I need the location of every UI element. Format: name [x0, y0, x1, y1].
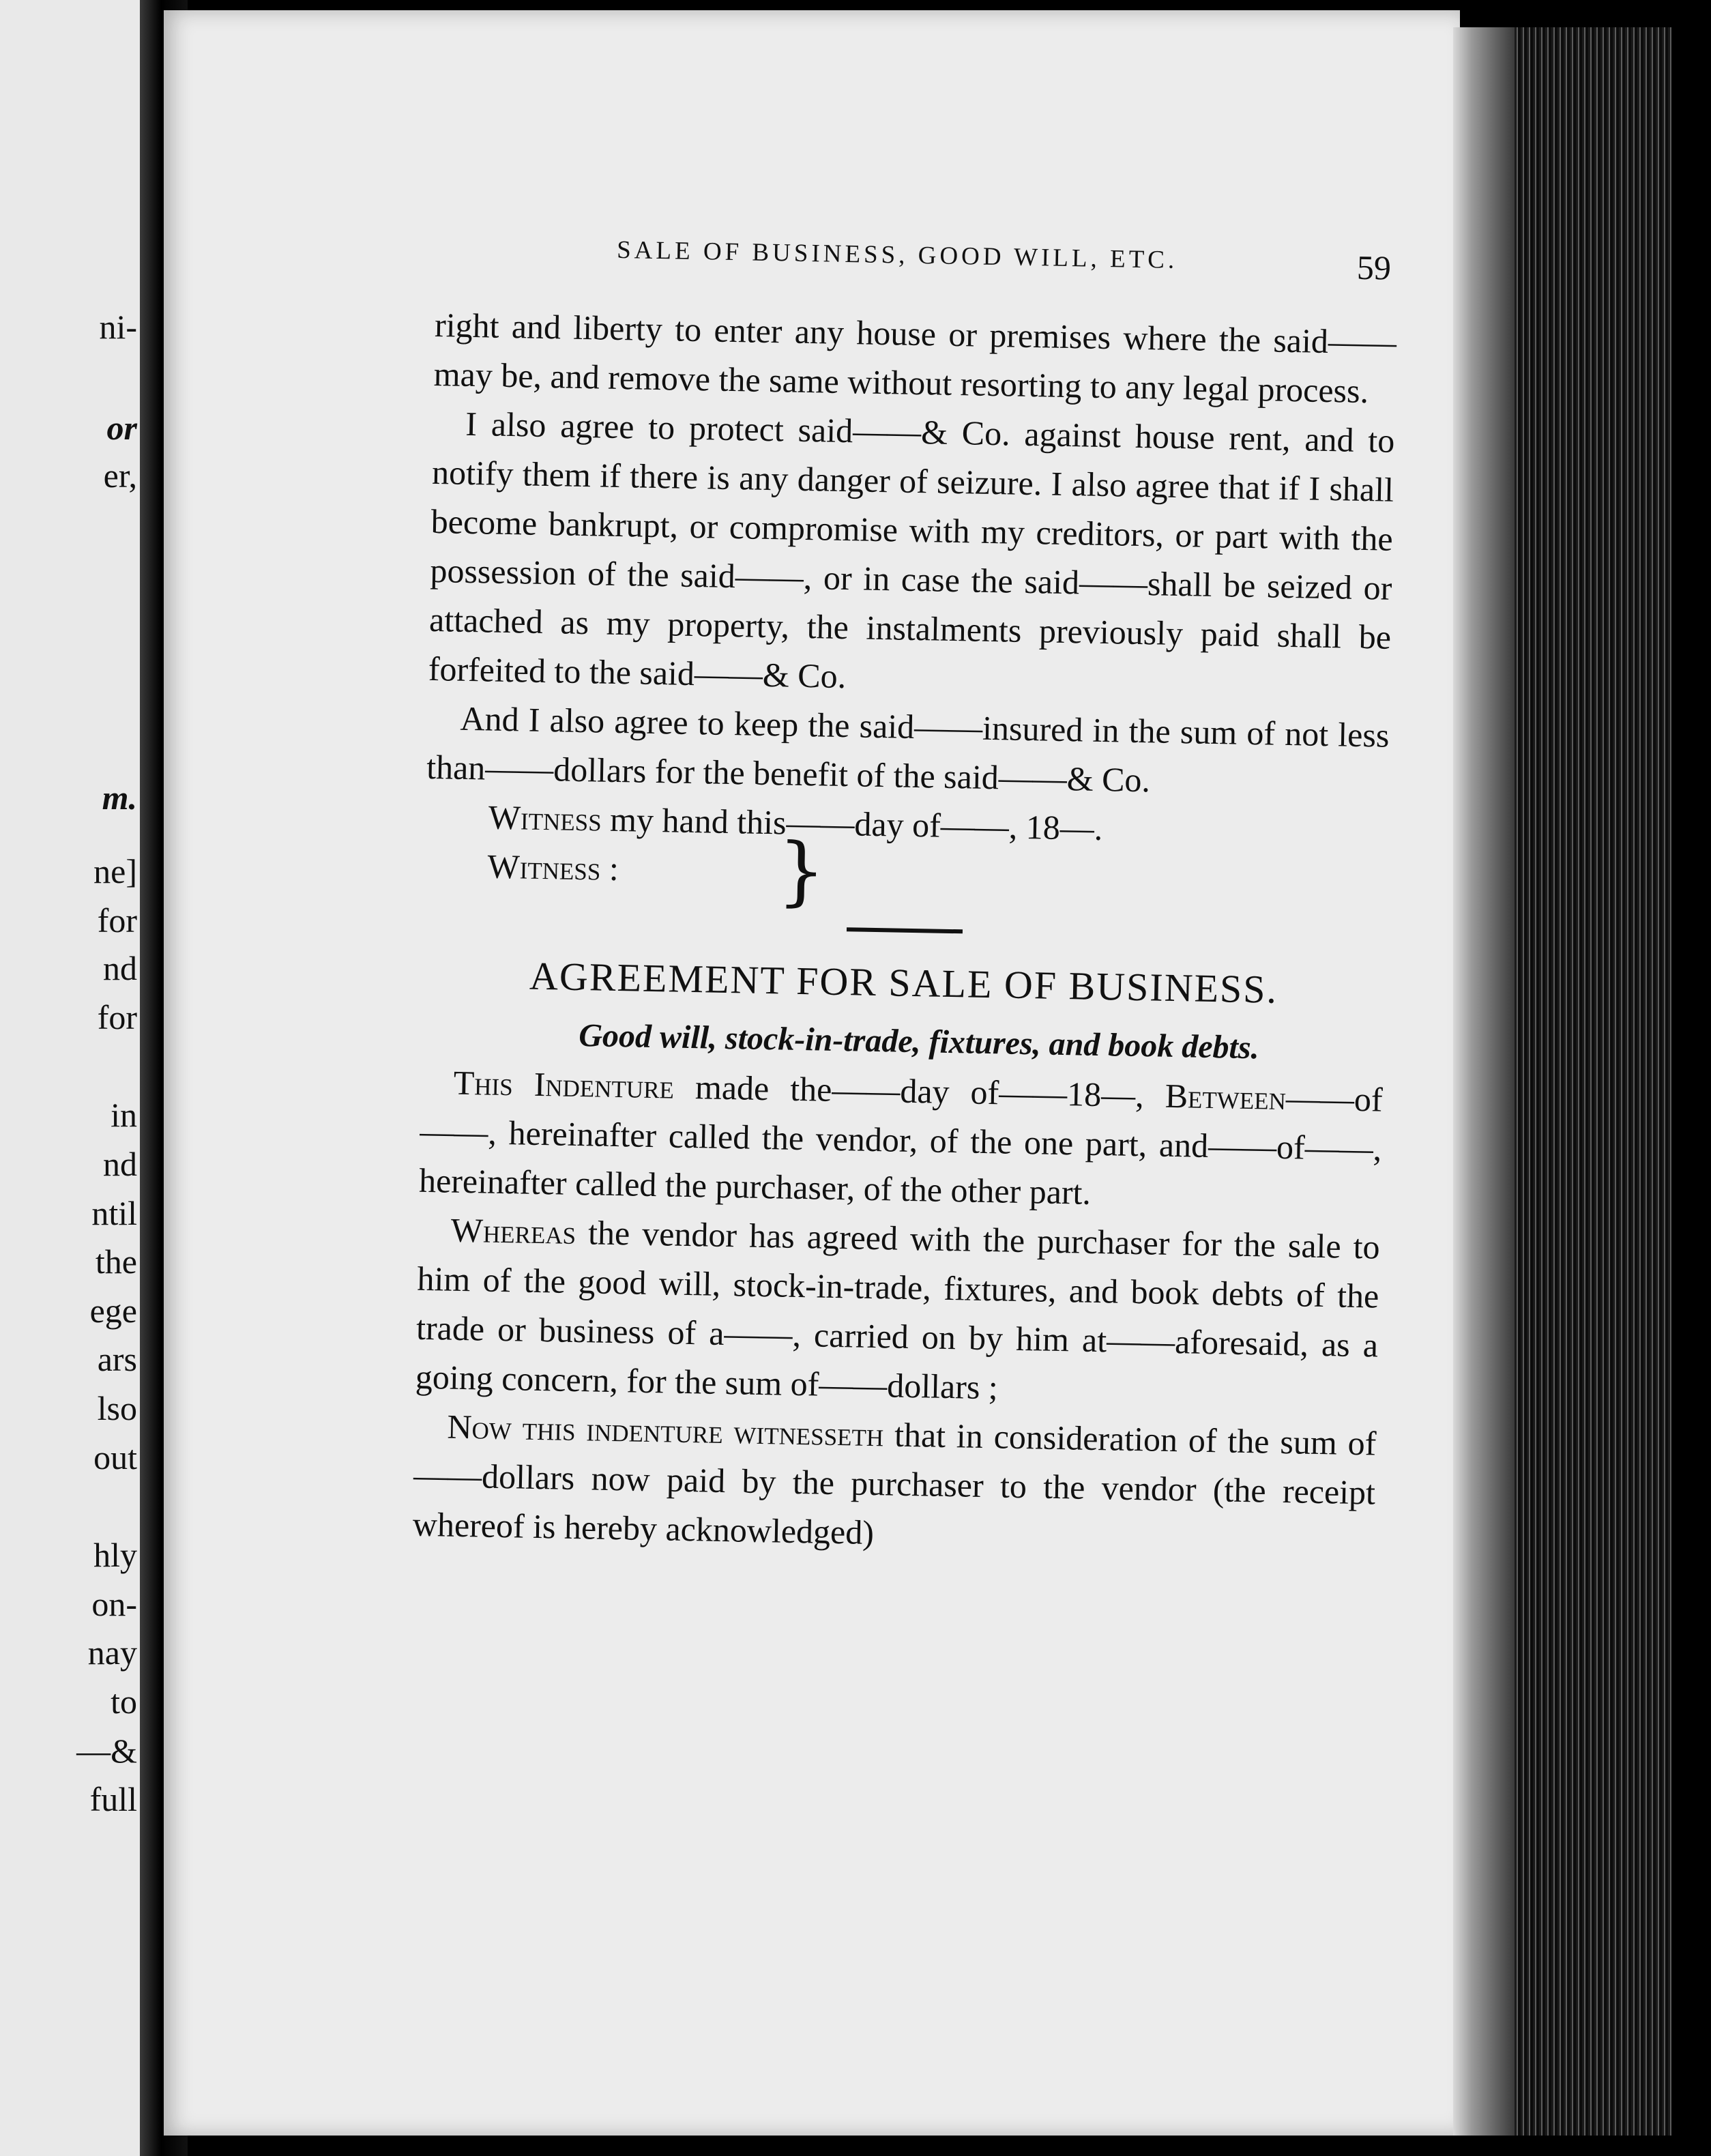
facing-page-fragment: —&: [76, 1732, 137, 1770]
page: [164, 10, 1460, 2136]
facing-page-fragment: ntil: [91, 1194, 137, 1232]
agreement-subheading: Good will, stock-in-trade, fixtures, and book debts.: [578, 1017, 1260, 1066]
facing-page-fragment: nay: [87, 1633, 137, 1672]
paragraph: right and liberty to enter any house or premises where the said——may be, and remove the same without resorting to any legal process.: [433, 305, 1397, 411]
page-number: 59: [1356, 248, 1392, 287]
facing-page-fragment: ni-: [99, 308, 137, 346]
facing-page-fragment: the: [95, 1242, 137, 1281]
body-text: [412, 300, 1396, 1567]
indenture-text: made the——day of——18—,: [673, 1067, 1166, 1115]
facing-page-fragment: ne]: [93, 852, 137, 890]
facing-page-fragment: nd: [103, 949, 137, 987]
agreement-heading: AGREEMENT FOR SALE OF BUSINESS.: [529, 953, 1278, 1012]
facing-page-fragment: in: [111, 1096, 137, 1134]
witnesseth-paragraph: [412, 1401, 1377, 1567]
witness-label: Witness :: [487, 847, 619, 888]
facing-page-fragment: to: [111, 1682, 137, 1721]
facing-page-fragment: hly: [93, 1536, 137, 1574]
facing-page-fragment: on-: [91, 1585, 137, 1623]
witness-line-text: my hand this——day of——, 18—.: [601, 800, 1103, 848]
paragraph: And I also agree to keep the said——insured in the sum of not less than——dollars for the benefit of the said——& Co.: [426, 699, 1390, 800]
facing-page-fragment: ars: [97, 1340, 137, 1378]
paragraph: I also agree to protect said——& Co. against house rent, and to notify them if there is any danger of seizure. I also agree that if I shall become bankrupt, or compromise with my creditors, or part with the possession of the said——, or in case the said——shall be seized or attached as my property, the instalments previously paid shall be forfeited to the said——& Co.: [428, 404, 1395, 696]
page-text-block: [412, 218, 1398, 1567]
whereas-paragraph: [415, 1205, 1380, 1419]
facing-page-edge: [0, 0, 147, 2156]
witnesseth-lead: Now this indenture witnesseth: [447, 1407, 884, 1454]
running-title: SALE OF BUSINESS, GOOD WILL, ETC.: [616, 235, 1178, 274]
witness-brace: }: [776, 826, 826, 915]
between-text: ——of——, hereinafter called the vendor, of the one part, and——of——, hereinafter called the purchaser, of the other part.: [418, 1079, 1384, 1212]
witness-line-label: Witness: [488, 798, 602, 839]
facing-page-fragment: for: [97, 901, 137, 939]
facing-page-fragment: ege: [89, 1292, 137, 1330]
facing-page-fragment: lso: [97, 1389, 137, 1427]
facing-page-fragment: for: [97, 998, 137, 1036]
whereas-lead: Whereas: [450, 1210, 576, 1251]
whereas-text: the vendor has agreed with the purchaser for the sale to him of the good will, stock-in-trade, fixtures, and book debts of the trade or business of a——, carried on by him at——aforesaid, as a going concern, for the sum of——dollars ;: [415, 1212, 1381, 1407]
facing-page-fragment: m.: [102, 778, 137, 817]
facing-page-fragment: nd: [103, 1145, 137, 1183]
facing-page-fragment: full: [89, 1780, 137, 1818]
facing-page-fragment: or: [106, 409, 137, 447]
between-lead: Between: [1165, 1076, 1287, 1118]
witnesseth-text: that in consideration of the sum of——dollars now paid by the purchaser to the vendor (the receipt whereof is hereby acknowledged): [412, 1415, 1377, 1552]
indenture-lead: This Indenture: [453, 1063, 675, 1106]
facing-page-fragment: out: [93, 1438, 137, 1476]
book-page-edges: [1453, 27, 1711, 2136]
section-divider: [847, 927, 963, 933]
indenture-paragraph: [419, 1058, 1384, 1223]
facing-page-fragment: er,: [103, 456, 137, 495]
